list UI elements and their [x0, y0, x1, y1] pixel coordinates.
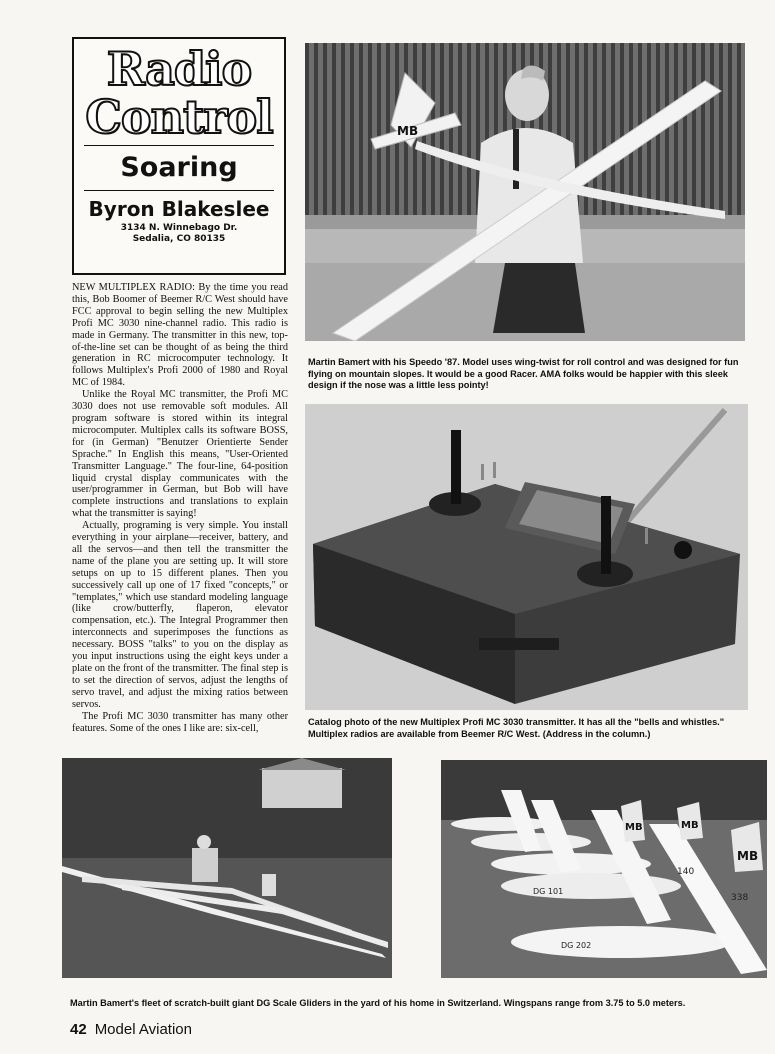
transmitter-illustration	[305, 404, 748, 710]
title-divider	[84, 145, 274, 146]
speedo-glider-illustration	[305, 43, 745, 341]
fleet-fuselage-label: DG 202	[561, 941, 592, 950]
fleet-tail-marking: MB	[737, 849, 759, 863]
fleet-photos-caption: Martin Bamert's fleet of scratch-built giant DG Scale Gliders in the yard of his home in Switzerland. Wingspans range from 3.75 to 5.0 meters.	[70, 998, 686, 1008]
publication-name: Model Aviation	[94, 1021, 192, 1038]
page-number: 42	[70, 1021, 87, 1038]
article-paragraph: Unlike the Royal MC transmitter, the Profi MC 3030 does not use removable soft modules. All program software is stored within its integral microcomputer. Multiplex calls its software BOSS, for (in German) "Benutzer Orientierte Sender Sprache." In English this means, "User-Oriented Transmitter Language." The four-line, 64-position liquid crystal display communicates with the user/programmer in German, but Bob will have complete instructions and translations to explain what the transmitter is saying!	[72, 389, 288, 520]
title-line-radio: Radio	[106, 42, 252, 96]
fleet-fuselage-label: 338	[731, 893, 749, 903]
author-address-street: 3134 N. Winnebago Dr.	[120, 223, 238, 233]
transmitter-photo-caption: Catalog photo of the new Multiplex Profi MC 3030 transmitter. It has all the "bells and whistles." Multiplex radios are available from Beemer R/C West. (Address in the column.)	[308, 717, 725, 739]
fleet-dg-illustration	[441, 760, 767, 978]
article-paragraph: Actually, programing is very simple. You install everything in your airplane—receiver, battery, and all the servos—and then tell the transmitter the name of the plane you are setting up. It will store setups on up to 15 different planes. Then you successively call up one of 17 fixed "concepts," or "templates," which use standard modeling language (like crow/butterfly, flaperon, elevator compensation, etc.). The Integral Programmer then interconnects and superimposes the functions as necessary. BOSS "talks" to you on the display as you input instructions using the eight keys under a plate on the front of the transmitter. The final step is to set the direction of servos, adjust the lengths of servo travel, and adjust the mixing ratios between servos.	[72, 520, 288, 710]
transmitter-photo	[305, 404, 748, 710]
title-line-control: Control	[85, 90, 273, 144]
author-address-city: Sedalia, CO 80135	[132, 234, 226, 244]
fleet-lawn-photo	[62, 758, 392, 978]
fleet-fuselage-label: 140	[677, 867, 695, 877]
speedo-photo-caption: Martin Bamert with his Speedo '87. Model uses wing-twist for roll control and was designed for fun flying on mountain slopes. It would be a good Racer. AMA folks would be happier with this sleek design if the nose was a little less pointy!	[308, 357, 739, 390]
fleet-lawn-illustration	[62, 758, 392, 978]
fleet-fuselage-label: DG 101	[533, 887, 564, 896]
page-footer	[70, 1021, 192, 1038]
article-column	[72, 282, 288, 742]
fleet-tail-marking: MB	[625, 822, 643, 833]
speedo-glider-photo	[305, 43, 745, 341]
article-paragraph: NEW MULTIPLEX RADIO: By the time you read this, Bob Boomer of Beemer R/C West should have FCC approval to begin selling the new Multiplex Profi MC 3030 nine-channel radio. This radio is made in Germany. The transmitter in this new, top-of-the-line set can be thought of as being the third generation in RC microcomputer technology. It follows Multiplex's Profi 2000 of 1980 and Royal MC of 1984.	[72, 282, 288, 389]
article-paragraph: The Profi MC 3030 transmitter has many other features. Some of the ones I like are: six-cell,	[72, 710, 288, 734]
subtitle-divider	[84, 190, 274, 191]
section-subtitle: Soaring	[120, 152, 238, 183]
fleet-tail-marking: MB	[681, 820, 699, 831]
fleet-dg-gliders-photo	[441, 760, 767, 978]
author-name: Byron Blakeslee	[88, 197, 270, 221]
speedo-tail-marking: MB	[397, 124, 419, 138]
department-title-box	[72, 37, 286, 275]
